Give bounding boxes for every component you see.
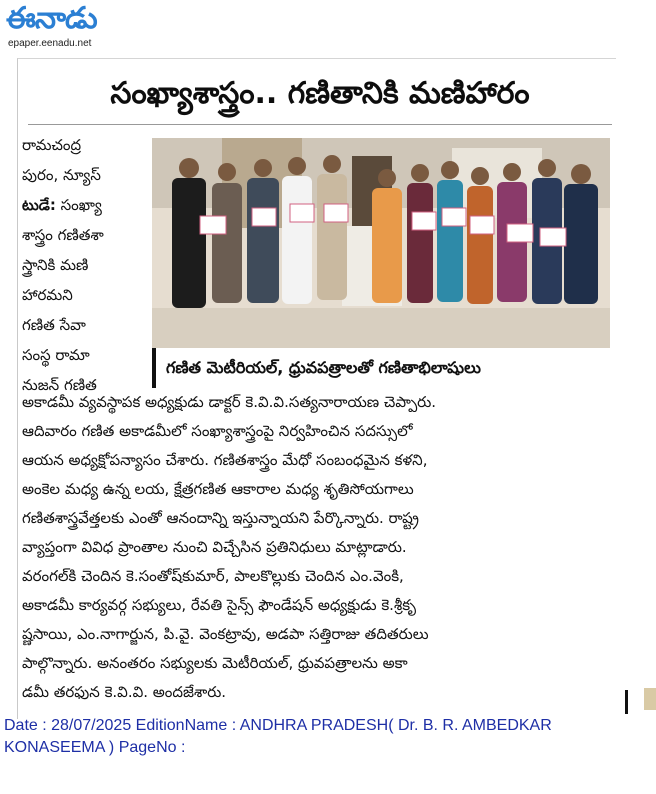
left-line: శాస్త్రం గణితశా <box>22 226 104 244</box>
left-line: సంస్థ రామా <box>22 346 90 364</box>
left-line: నుజన్ గణిత <box>22 376 97 394</box>
footer-line: Date : 28/07/2025 EditionName : ANDHRA PRADESH( Dr. B. R. AMBEDKAR <box>4 717 552 734</box>
headline-divider <box>28 124 612 125</box>
left-line: హారమని <box>22 286 73 304</box>
body-line: ష్ణసాయి, ఎం.నాగార్జున, పి.వై. వెంకట్రావు, అడపా సత్తిరాజు తదితరులు <box>22 625 429 643</box>
group-photo-illustration <box>152 138 610 348</box>
left-line: స్త్రానికి మణి <box>22 256 89 274</box>
adjacent-clip-thumbnail <box>644 688 656 710</box>
left-column-text <box>22 130 142 400</box>
edition-footer <box>4 715 644 759</box>
body-line: ఆయన అధ్యక్షోపన్యాసం చేశారు. గణితశాస్త్రం మేధో సంబంధమైన కళని, <box>22 451 428 469</box>
left-line: టుడే: సంఖ్యా <box>22 196 102 214</box>
caption-bar <box>152 348 156 388</box>
body-line: అకాడమీ కార్యవర్గ సభ్యులు, రేవతి సైన్స్ ఫౌండేషన్ అధ్యక్షుడు కె.శ్రీకృ <box>22 596 417 614</box>
body-line: గణితశాస్త్రవేత్తలకు ఎంతో ఆనందాన్ని ఇస్తున్నాయని పేర్కొన్నారు. రాష్ట్ర <box>22 509 419 527</box>
body-line: వరంగల్‌కి చెందిన కె.సంతోష్‌కుమార్, పాలకొల్లుకు చెందిన ఎం.వెంకి, <box>22 567 404 585</box>
eenadu-logo[interactable] <box>2 0 152 52</box>
body-line: అంకెల మధ్య ఉన్న లయ, క్షేత్రగణిత ఆకారాల మధ్య శృతిసోయగాలు <box>22 480 414 498</box>
body-line: డమీ తరఫున కె.వి.వి. అందజేశారు. <box>22 683 227 701</box>
body-line: పాల్గొన్నారు. అనంతరం సభ్యులకు మెటీరియల్, ధ్రువపత్రాలను అకా <box>22 654 408 672</box>
footer-line: KONASEEMA ) PageNo : <box>4 739 186 756</box>
body-line: అకాడమీ వ్యవస్థాపక అధ్యక్షుడు డాక్టర్ కె.వి.వి.సత్యనారాయణ చెప్పారు. <box>22 393 437 411</box>
logo-text: ఈనాడు <box>6 1 97 36</box>
body-line: ఆదివారం గణిత అకాడమీలో సంఖ్యాశాస్త్రంపై నిర్వహించిన సదస్సులో <box>22 422 413 440</box>
body-line: వ్యాప్తంగా వివిధ ప్రాంతాల నుంచి విచ్చేసిన ప్రతినిధులు మాట్లాడారు. <box>22 538 407 556</box>
left-line: రామచంద్ర <box>22 136 82 154</box>
photo-caption: గణిత మెటీరియల్, ధ్రువపత్రాలతో గణితాభిలాషులు <box>152 348 610 388</box>
epaper-url: epaper.eenadu.net <box>8 38 92 49</box>
column-marker <box>625 690 628 714</box>
article-headline: సంఖ్యాశాస్త్రం.. గణితానికి మణిహారం <box>110 76 530 111</box>
left-line: పురం, న్యూస్ <box>22 166 101 184</box>
group-photo <box>152 138 610 348</box>
left-line: గణిత సేవా <box>22 316 86 334</box>
article-body <box>22 388 612 707</box>
